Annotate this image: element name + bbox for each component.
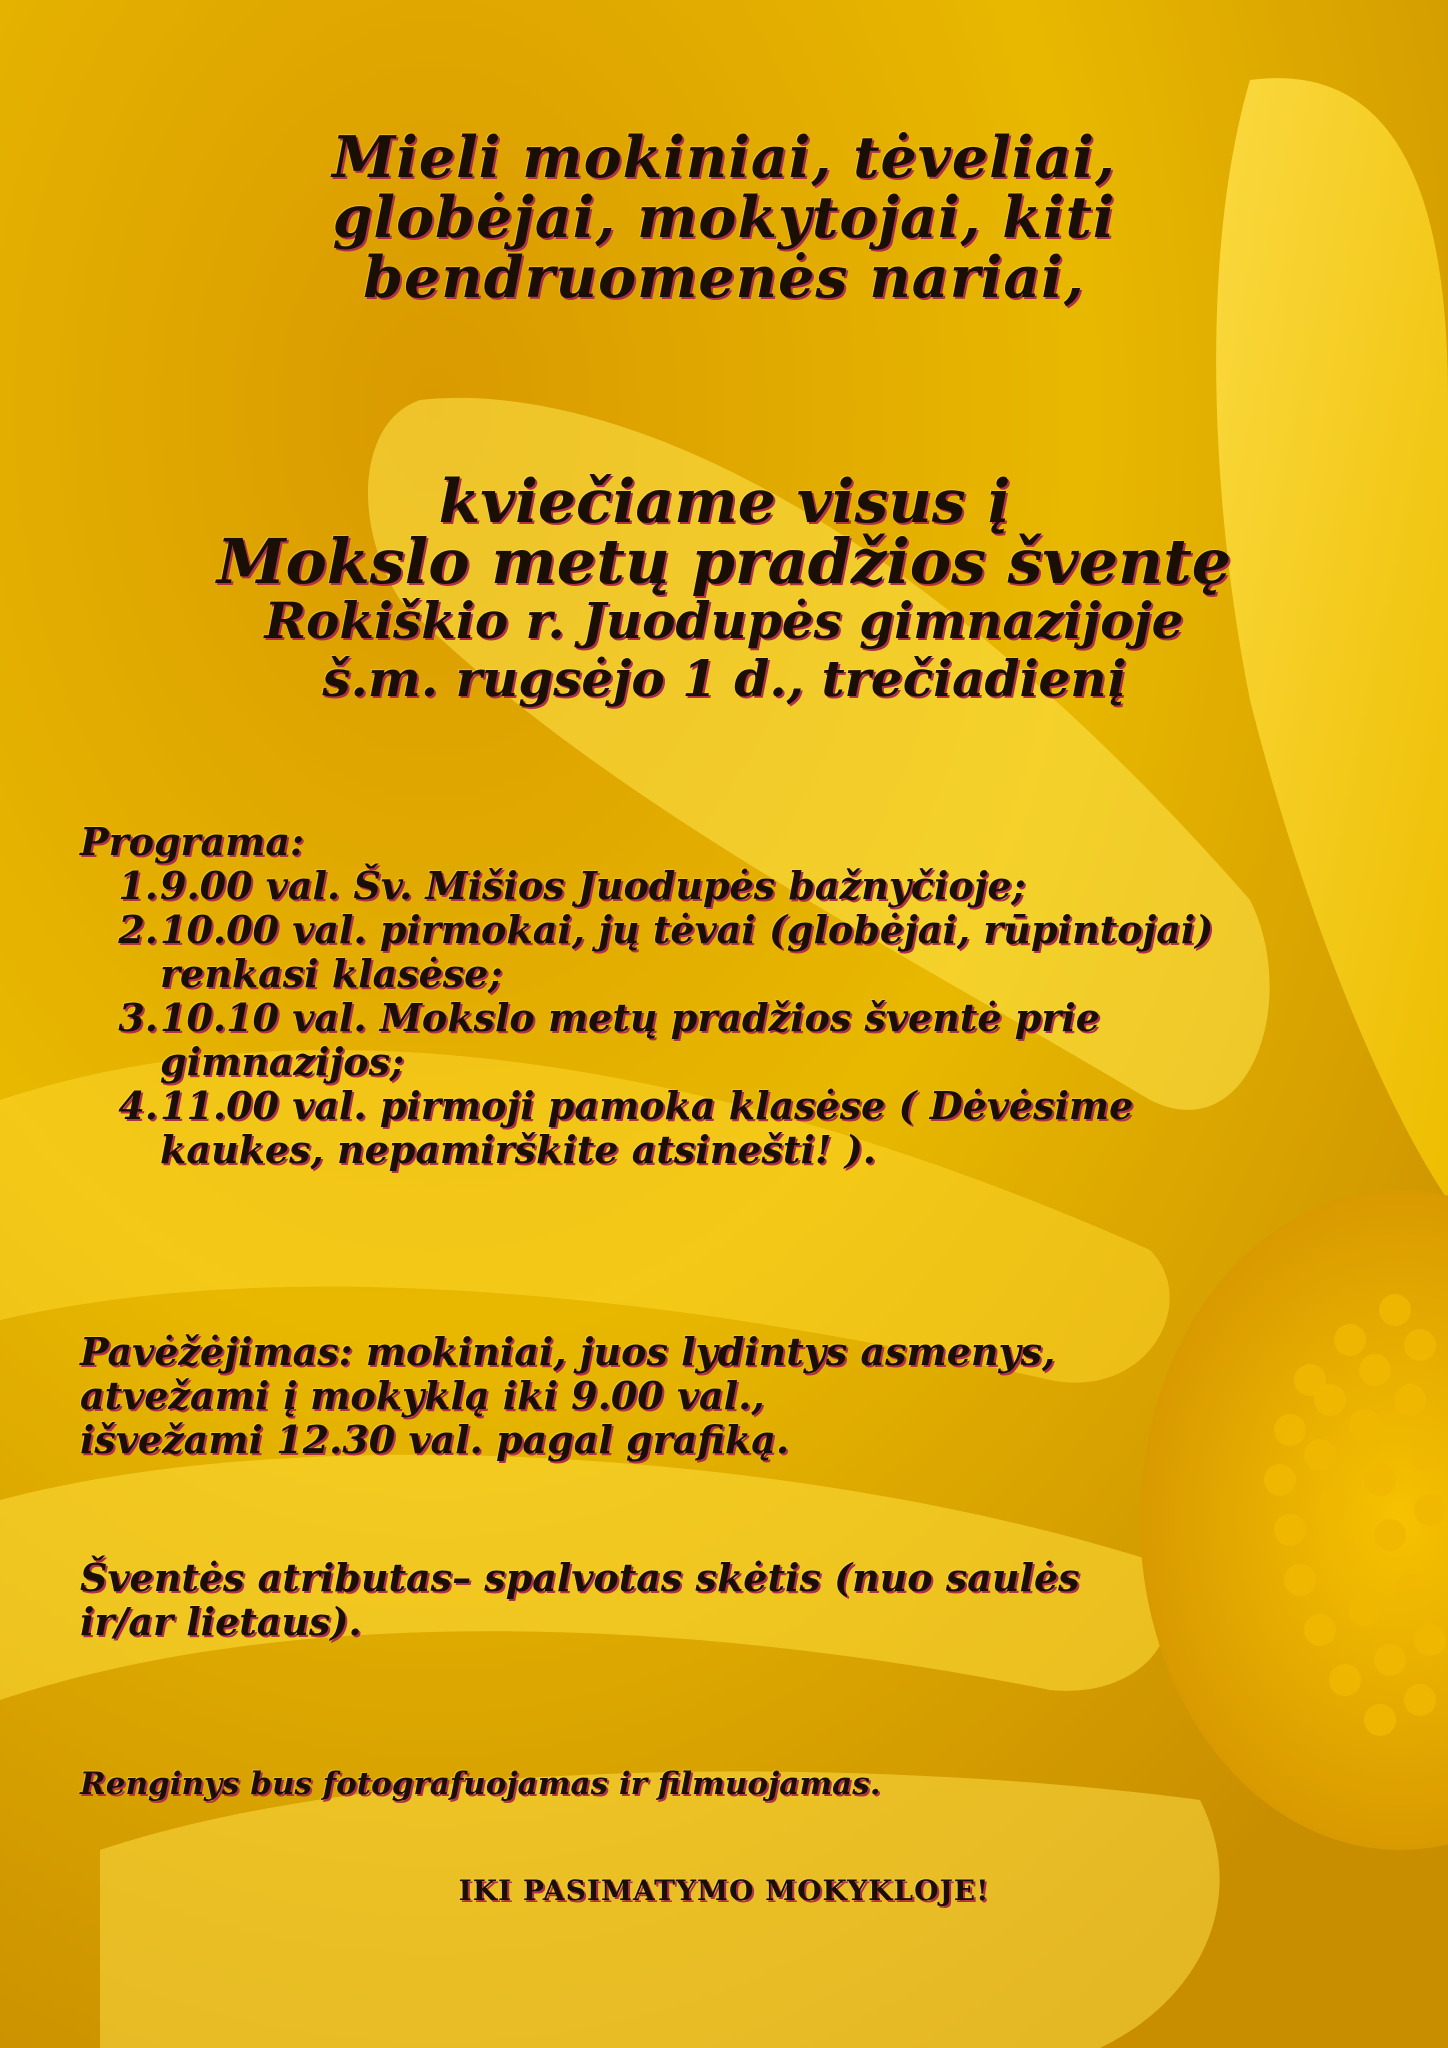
greeting-line: bendruomenės nariai, (363, 244, 1085, 311)
program-item-text: 9.00 val. Šv. Mišios Juodupės bažnyčioje; (160, 863, 1026, 908)
greeting-line: globėjai, mokytojai, kiti (332, 184, 1116, 251)
greeting-line: Mieli mokiniai, tėveliai, (332, 124, 1116, 191)
program-item (80, 908, 1310, 996)
transport-info (80, 1330, 1055, 1462)
transport-line: Pavėžėjimas: mokiniai, juos lydintys asmenys, (80, 1329, 1056, 1374)
closing-message: IKI PASIMATYMO MOKYKLOJE! (458, 1874, 990, 1907)
program-section (80, 820, 1310, 1172)
transport-line: atvežami į mokyklą iki 9.00 val., (80, 1373, 765, 1418)
program-item-number: 2. (118, 907, 158, 952)
program-item-text: 10.10 val. Mokslo metų pradžios šventė prie gimnazijos; (160, 995, 1100, 1084)
transport-line: išvežami 12.30 val. pagal grafiką. (80, 1417, 790, 1462)
event-location: Rokiškio r. Juodupės gimnazijoje (264, 591, 1184, 650)
program-item-number: 1. (118, 863, 158, 908)
program-item (80, 1084, 1310, 1172)
program-item (80, 996, 1310, 1084)
invitation-line: kviečiame visus į (438, 467, 1010, 537)
event-title: Mokslo metų pradžios šventę (216, 525, 1232, 598)
program-item-number: 4. (118, 1083, 158, 1128)
program-item (80, 864, 1310, 908)
program-item-number: 3. (118, 995, 158, 1040)
invitation-heading (0, 467, 1448, 708)
program-item-text: 11.00 val. pirmoji pamoka klasėse ( Dėvėsime kaukes, nepamirškite atsinešti! ). (160, 1083, 1134, 1172)
greeting-heading (0, 124, 1448, 311)
program-title: Programa: (80, 819, 305, 864)
attribute-line: ir/ar lietaus). (80, 1599, 362, 1644)
program-item-text: 10.00 val. pirmokai, jų tėvai (globėjai, rūpintojai) renkasi klasėse; (160, 907, 1214, 996)
event-date: š.m. rugsėjo 1 d., trečiadienį (322, 649, 1126, 708)
attribute-line: Šventės atributas– spalvotas skėtis (nuo saulės (80, 1555, 1080, 1600)
filming-notice: Renginys bus fotografuojamas ir filmuojamas. (80, 1766, 881, 1802)
event-attribute (80, 1556, 1080, 1644)
